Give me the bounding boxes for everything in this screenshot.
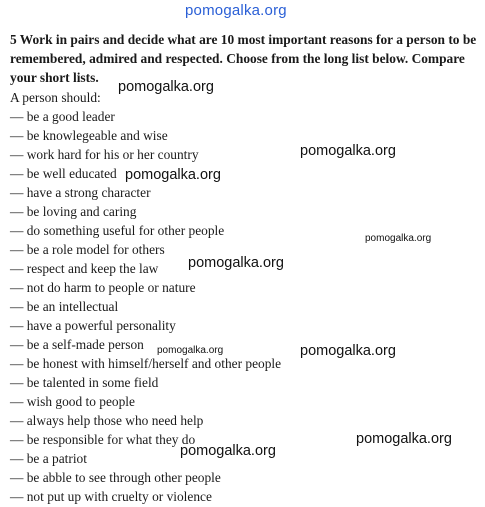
list-item: — not put up with cruelty or violence bbox=[10, 489, 212, 504]
list-item: — work hard for his or her country bbox=[10, 147, 199, 162]
list-item: — do something useful for other people bbox=[10, 223, 225, 238]
site-watermark: pomogalka.org bbox=[157, 345, 224, 356]
site-watermark-header: pomogalka.org bbox=[185, 2, 287, 19]
site-watermark: pomogalka.org bbox=[180, 443, 276, 459]
site-watermark: pomogalka.org bbox=[365, 233, 432, 244]
list-item: — respect and keep the law bbox=[10, 261, 159, 276]
list-item: — be a good leader bbox=[10, 109, 115, 124]
list-item: — have a strong character bbox=[10, 185, 151, 200]
list-item: — not do harm to people or nature bbox=[10, 280, 196, 295]
list-item: — be a role model for others bbox=[10, 242, 165, 257]
intro-line: A person should: bbox=[10, 90, 101, 105]
site-watermark: pomogalka.org bbox=[356, 431, 452, 447]
list-item: — wish good to people bbox=[10, 394, 135, 409]
task-heading: 5 Work in pairs and decide what are 10 most important reasons for a person to be remembered, admired and respected. Choose from the long list below. Compare your short lists. bbox=[10, 32, 477, 85]
list-item: — be a self-made person bbox=[10, 337, 144, 352]
list-item: — be knowlegeable and wise bbox=[10, 128, 168, 143]
list-item: — always help those who need help bbox=[10, 413, 204, 428]
site-watermark: pomogalka.org bbox=[125, 167, 221, 183]
list-item: — be talented in some field bbox=[10, 375, 159, 390]
list-item: — be honest with himself/herself and other people bbox=[10, 356, 282, 371]
list-item: — have a powerful personality bbox=[10, 318, 176, 333]
site-watermark: pomogalka.org bbox=[300, 343, 396, 359]
list-item: — be a patriot bbox=[10, 451, 87, 466]
list-item: — be responsible for what they do bbox=[10, 432, 196, 447]
site-watermark: pomogalka.org bbox=[188, 255, 284, 271]
list-item: — be an intellectual bbox=[10, 299, 119, 314]
list-item: — be loving and caring bbox=[10, 204, 137, 219]
list-item: — be well educated bbox=[10, 166, 117, 181]
site-watermark: pomogalka.org bbox=[300, 143, 396, 159]
list-item: — be abble to see through other people bbox=[10, 470, 221, 485]
site-watermark: pomogalka.org bbox=[118, 79, 214, 95]
